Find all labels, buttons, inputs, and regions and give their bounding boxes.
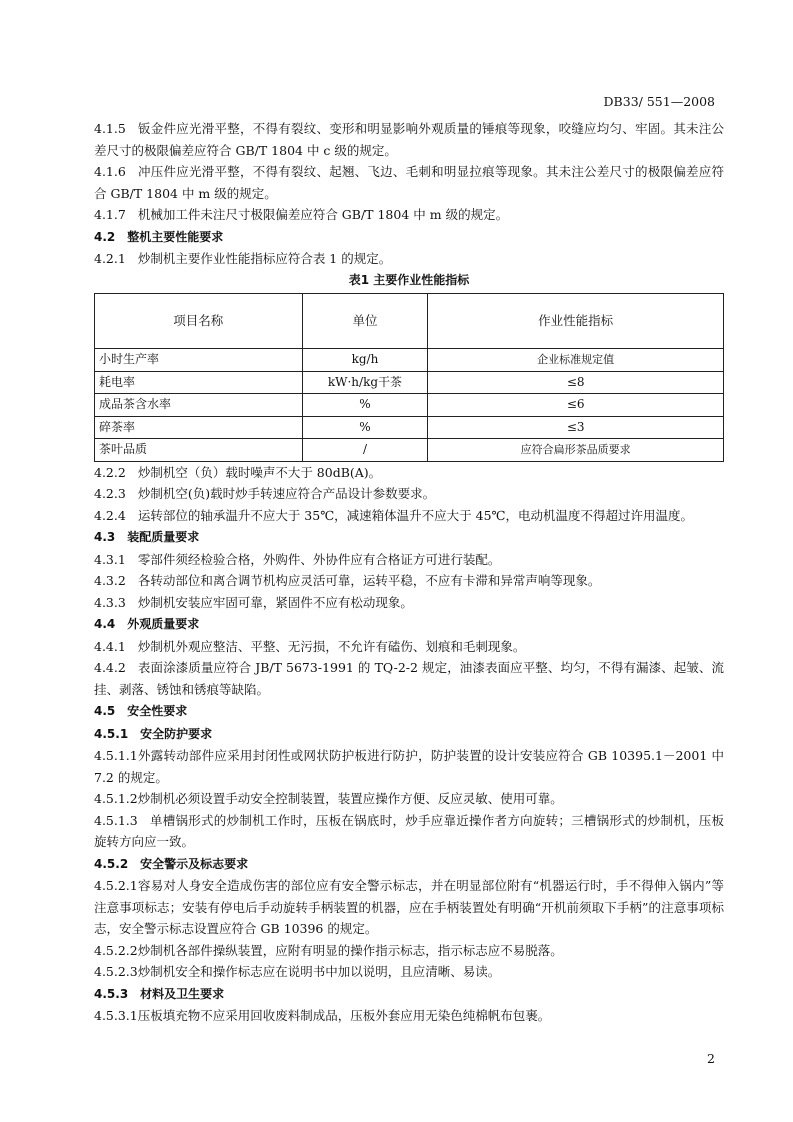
clause-text: 外露转动部件应采用封闭性或网状防护板进行防护，防护装置的设计安装应符合 GB 10395.1－2001 中 7.2 的规定。	[94, 748, 724, 785]
clause-number: 4.4	[94, 617, 116, 631]
clause-number: 4.2	[94, 229, 116, 244]
page-number: 2	[707, 1051, 715, 1066]
cell-item-name: 茶叶品质	[95, 439, 303, 462]
clause-number: 4.2.2	[94, 464, 126, 480]
clause-text: 炒制机空(负)载时炒手转速应符合产品设计参数要求。	[137, 486, 436, 501]
paragraphs-before-table	[94, 118, 724, 270]
clause-text: 外观质量要求	[127, 617, 200, 631]
section-heading	[94, 983, 724, 1006]
clause-number: 4.5.1.1	[94, 748, 138, 763]
clause-text: 单槽锅形式的炒制机工作时，压板在锅底时，炒手应靠近操作者方向旋转；三槽锅形式的炒制机，压板旋转方向应一致。	[94, 812, 724, 849]
clause-number: 4.1.5	[94, 121, 126, 136]
performance-table	[94, 293, 724, 462]
paragraph	[94, 118, 724, 161]
clause-text: 表面涂漆质量应符合 JB/T 5673-1991 的 TQ-2-2 规定，油漆表面应平整、均匀，不得有漏漆、起皱、流挂、剥落、锈蚀和锈痕等缺陷。	[94, 660, 724, 697]
clause-text: 安全警示及标志要求	[140, 856, 249, 871]
paragraph	[94, 483, 724, 505]
paragraph	[94, 940, 724, 962]
clause-text: 安全防护要求	[140, 726, 213, 741]
paragraph	[94, 788, 724, 810]
clause-number: 4.1.7	[94, 207, 126, 222]
cell-unit: /	[302, 439, 428, 462]
table-row	[95, 416, 724, 439]
cell-unit: kW·h/kg干茶	[302, 371, 428, 394]
cell-indicator: ≤8	[428, 371, 724, 394]
clause-text: 炒制机安全和操作标志应在说明书中加以说明，且应清晰、易读。	[137, 964, 501, 979]
table-caption: 表1 主要作业性能指标	[348, 272, 470, 287]
cell-indicator: 企业标准规定值	[428, 349, 724, 372]
clause-text: 整机主要性能要求	[127, 229, 224, 244]
clause-number: 4.3.1	[94, 551, 126, 567]
clause-number: 4.5.2	[94, 856, 129, 871]
table-header-row	[95, 294, 724, 349]
cell-indicator: ≤3	[428, 416, 724, 439]
section-heading	[94, 853, 724, 876]
paragraph	[94, 248, 724, 270]
clause-text: 材料及卫生要求	[140, 986, 225, 1001]
clause-text: 炒制机空（负）载时噪声不大于 80dB(A)。	[137, 464, 382, 480]
table-row	[95, 349, 724, 372]
paragraph	[94, 592, 724, 614]
paragraphs-after-table	[94, 462, 724, 1027]
section-heading	[94, 613, 724, 636]
header-indicator: 作业性能指标	[428, 294, 724, 349]
cell-unit: %	[302, 394, 428, 417]
paragraph	[94, 462, 724, 484]
paragraph	[94, 570, 724, 592]
clause-text: 安全性要求	[127, 704, 188, 718]
clause-text: 装配质量要求	[127, 530, 200, 544]
section-heading	[94, 226, 724, 249]
clause-number: 4.1.6	[94, 164, 126, 179]
header-item-name: 项目名称	[95, 294, 303, 349]
cell-item-name: 耗电率	[95, 371, 303, 394]
paragraph	[94, 875, 724, 940]
section-heading	[94, 700, 724, 723]
table-row	[95, 394, 724, 417]
paragraph	[94, 204, 724, 226]
paragraph	[94, 745, 724, 788]
clause-text: 钣金件应光滑平整，不得有裂纹、变形和明显影响外观质量的锤痕等现象，咬缝应均匀、牢固。其未注公差尺寸的极限偏差应符合 GB/T 1804 中 c 级的规定。	[94, 121, 724, 158]
clause-number: 4.4.1	[94, 638, 126, 654]
clause-number: 4.5.2.1	[94, 878, 138, 893]
document-body	[94, 118, 724, 1027]
clause-text: 容易对人身安全造成伤害的部位应有安全警示标志，并在明显部位附有“机器运行时，手不得伸入锅内”等注意事项标志；安装有停电后手动旋转手柄装置的机器，应在手柄装置处有明确“开机前须取下手柄”的注意事项标志，安全警示标志设置应符合 GB 10396 的规定。	[94, 878, 724, 936]
clause-number: 4.5.1.3	[94, 812, 138, 828]
cell-item-name: 成品茶含水率	[95, 394, 303, 417]
clause-text: 炒制机外观应整洁、平整、无污损，不允许有磕伤、划痕和毛刺现象。	[137, 638, 526, 654]
clause-text: 机械加工件未注尺寸极限偏差应符合 GB/T 1804 中 m 级的规定。	[137, 207, 509, 222]
clause-number: 4.5.2.3	[94, 964, 138, 979]
clause-text: 炒制机安装应牢固可靠，紧固件不应有松动现象。	[137, 594, 413, 610]
clause-text: 运转部位的轴承温升不应大于 35℃，减速箱体温升不应大于 45℃，电动机温度不得超过许用温度。	[137, 507, 694, 523]
section-heading	[94, 723, 724, 746]
clause-number: 4.2.3	[94, 486, 126, 501]
clause-number: 4.5.3.1	[94, 1008, 138, 1023]
clause-number: 4.3	[94, 530, 116, 544]
paragraph	[94, 549, 724, 571]
clause-number: 4.5.2.2	[94, 942, 138, 958]
clause-number: 4.5.1.2	[94, 791, 138, 806]
clause-number: 4.4.2	[94, 660, 126, 675]
section-heading	[94, 526, 724, 549]
paragraph	[94, 1005, 724, 1027]
clause-number: 4.3.2	[94, 573, 126, 588]
clause-text: 炒制机必须设置手动安全控制装置，装置应操作方便、反应灵敏、使用可靠。	[137, 791, 563, 806]
cell-item-name: 小时生产率	[95, 349, 303, 372]
table-row	[95, 439, 724, 462]
document-number: DB33/ 551—2008	[603, 94, 715, 109]
clause-number: 4.5.3	[94, 986, 129, 1001]
cell-item-name: 碎茶率	[95, 416, 303, 439]
header-unit: 单位	[302, 294, 428, 349]
clause-number: 4.3.3	[94, 594, 126, 610]
paragraph	[94, 961, 724, 983]
paragraph	[94, 636, 724, 658]
clause-text: 冲压件应光滑平整，不得有裂纹、起翘、飞边、毛刺和明显拉痕等现象。其未注公差尺寸的极限偏差应符合 GB/T 1804 中 m 级的规定。	[94, 164, 724, 201]
cell-unit: %	[302, 416, 428, 439]
table-row	[95, 371, 724, 394]
clause-text: 零部件须经检验合格，外购件、外协件应有合格证方可进行装配。	[137, 551, 501, 567]
cell-indicator: ≤6	[428, 394, 724, 417]
clause-number: 4.2.1	[94, 251, 126, 266]
paragraph	[94, 505, 724, 527]
clause-number: 4.5.1	[94, 726, 129, 741]
clause-text: 炒制机各部件操纵装置，应附有明显的操作指示标志，指示标志应不易脱落。	[137, 942, 563, 958]
paragraph	[94, 161, 724, 204]
paragraph	[94, 657, 724, 700]
clause-number: 4.5	[94, 704, 116, 718]
clause-number: 4.2.4	[94, 507, 126, 523]
paragraph	[94, 810, 724, 853]
clause-text: 压板填充物不应采用回收废料制成品，压板外套应用无染色纯棉帆布包裹。	[137, 1008, 551, 1023]
clause-text: 各转动部位和离合调节机构应灵活可靠，运转平稳，不应有卡滞和异常声响等现象。	[137, 573, 601, 588]
cell-indicator: 应符合扁形茶品质要求	[428, 439, 724, 462]
clause-text: 炒制机主要作业性能指标应符合表 1 的规定。	[137, 251, 392, 266]
cell-unit: kg/h	[302, 349, 428, 372]
